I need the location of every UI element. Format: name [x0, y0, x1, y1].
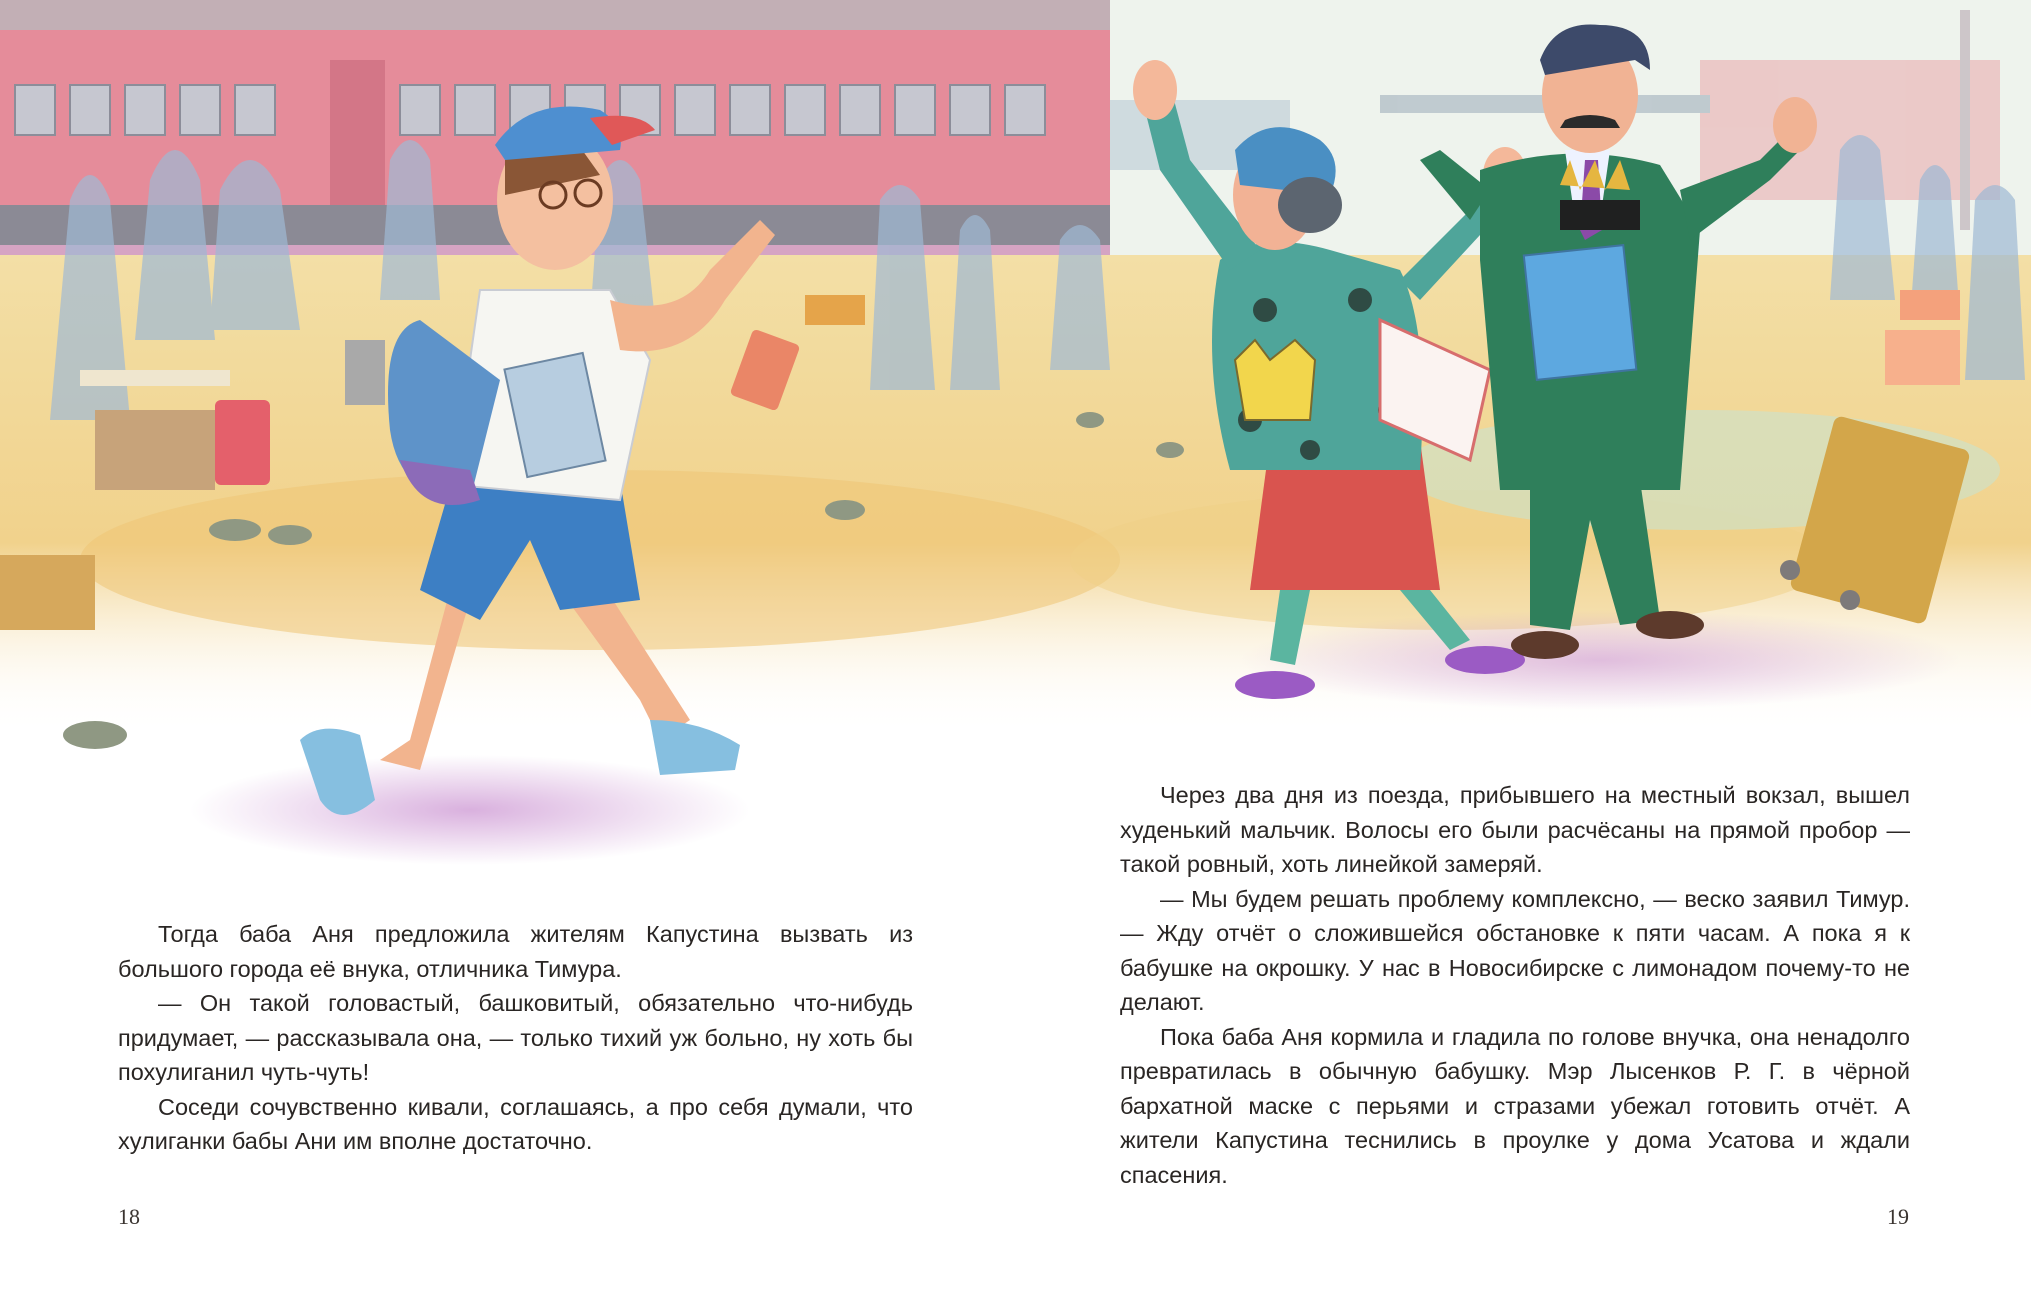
right-paragraph-3: Пока баба Аня кормила и гладила по голове внучка, она ненадолго превратилась в обычную бабушку. Мэр Лысенков Р. Г. в чёрной бархатной маске с перьями и стразами убежал готовить отчёт. А жители Капустина теснились в проулке у дома Усатова и ждали спасения. — [1120, 1023, 1910, 1188]
left-page-text — [118, 917, 913, 1159]
page-number-right: 19 — [1887, 1204, 1909, 1229]
right-paragraph-2: — Мы будем решать проблему комплексно, — веско заявил Тимур. — Жду отчёт о сложившейся обстановке к пяти часам. А пока я к бабушке на окрошку. У нас в Новосибирске с лимонадом почему-то не делают. — [1120, 885, 1910, 1015]
left-paragraph-2: — Он такой головастый, башковитый, обязательно что-нибудь придумает, — рассказывала она, — только тихий уж больно, ну хоть бы похулиганил чуть-чуть! — [118, 990, 913, 1085]
right-page-text — [1120, 778, 1910, 1192]
page-number-left: 18 — [118, 1204, 140, 1229]
adults-shadow — [1240, 610, 1960, 710]
left-paragraph-3: Соседи сочувственно кивали, соглашаясь, а про себя думали, что хулиганки бабы Ани им вполне достаточно. — [118, 1093, 913, 1154]
left-paragraph-1: Тогда баба Аня предложила жителям Капустина вызвать из большого города её внука, отличника Тимура. — [118, 921, 913, 982]
right-paragraph-1: Через два дня из поезда, прибывшего на местный вокзал, вышел худенький мальчик. Волосы его были расчёсаны на прямой пробор — такой ровный, хоть линейкой замеряй. — [1120, 782, 1910, 877]
